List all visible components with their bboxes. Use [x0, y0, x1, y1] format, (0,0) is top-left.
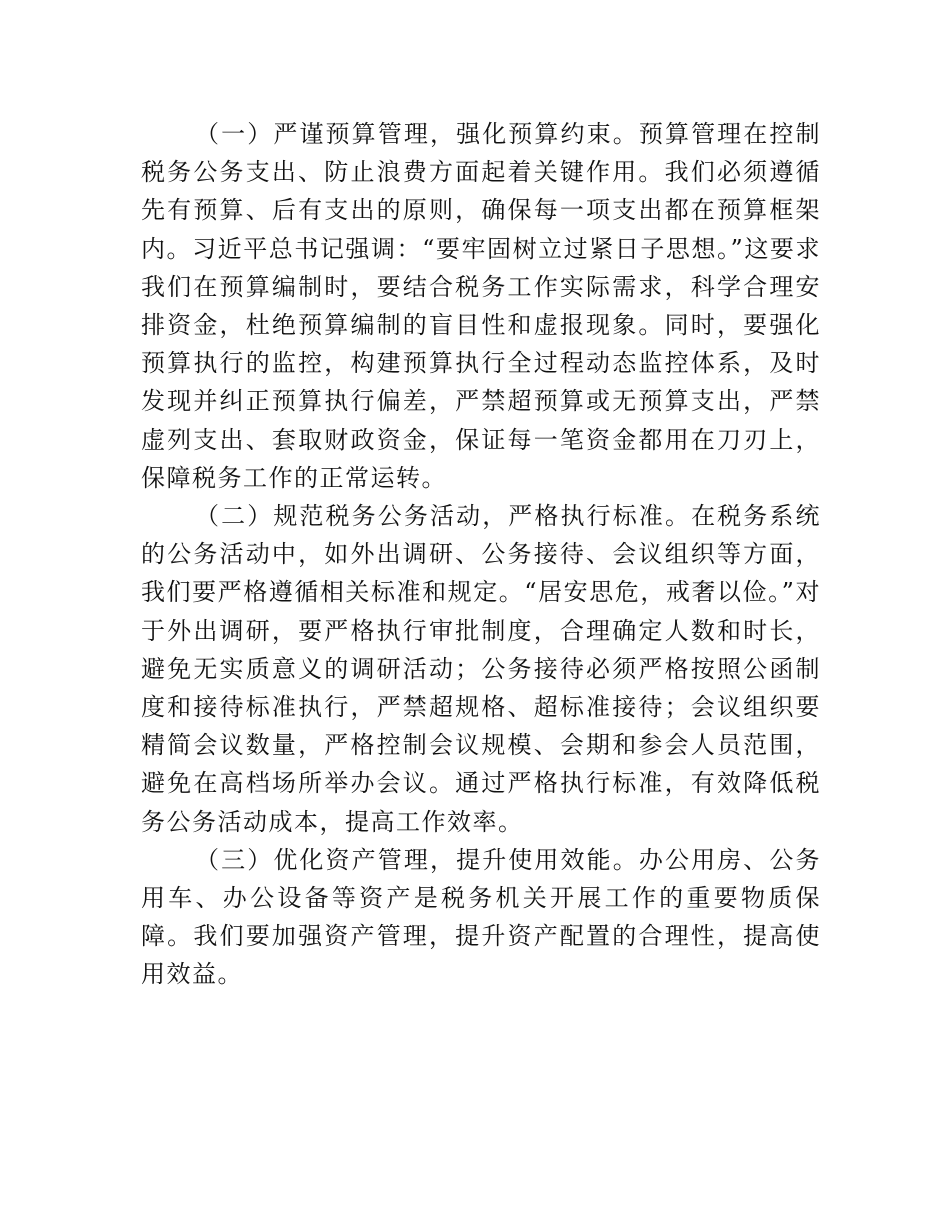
paragraph-asset-management: （三）优化资产管理，提升使用效能。办公用房、公务用车、办公设备等资产是税务机关开展工作的重要物质保障。我们要加强资产管理，提升资产配置的合理性，提高使用效益。 [141, 845, 821, 989]
paragraph-budget-management: （一）严谨预算管理，强化预算约束。预算管理在控制税务公务支出、防止浪费方面起着关键作用。我们必须遵循先有预算、后有支出的原则，确保每一项支出都在预算框架内。习近平总书记强调：“要牢固树立过紧日子思想。”这要求我们在预算编制时，要结合税务工作实际需求，科学合理安排资金，杜绝预算编制的盲目性和虚报现象。同时，要强化预算执行的监控，构建预算执行全过程动态监控体系，及时发现并纠正预算执行偏差，严禁超预算或无预算支出，严禁虚列支出、套取财政资金，保证每一笔资金都用在刀刃上，保障税务工作的正常运转。 [141, 120, 821, 492]
paragraph-official-activities: （二）规范税务公务活动，严格执行标准。在税务系统的公务活动中，如外出调研、公务接待、会议组织等方面，我们要严格遵循相关标准和规定。“居安思危，戒奢以俭。”对于外出调研，要严格执行审批制度，合理确定人数和时长，避免无实质意义的调研活动；公务接待必须严格按照公函制度和接待标准执行，严禁超规格、超标准接待；会议组织要精简会议数量，严格控制会议规模、会期和参会人员范围，避免在高档场所举办会议。通过严格执行标准，有效降低税务公务活动成本，提高工作效率。 [141, 502, 821, 836]
document-body [141, 115, 821, 994]
